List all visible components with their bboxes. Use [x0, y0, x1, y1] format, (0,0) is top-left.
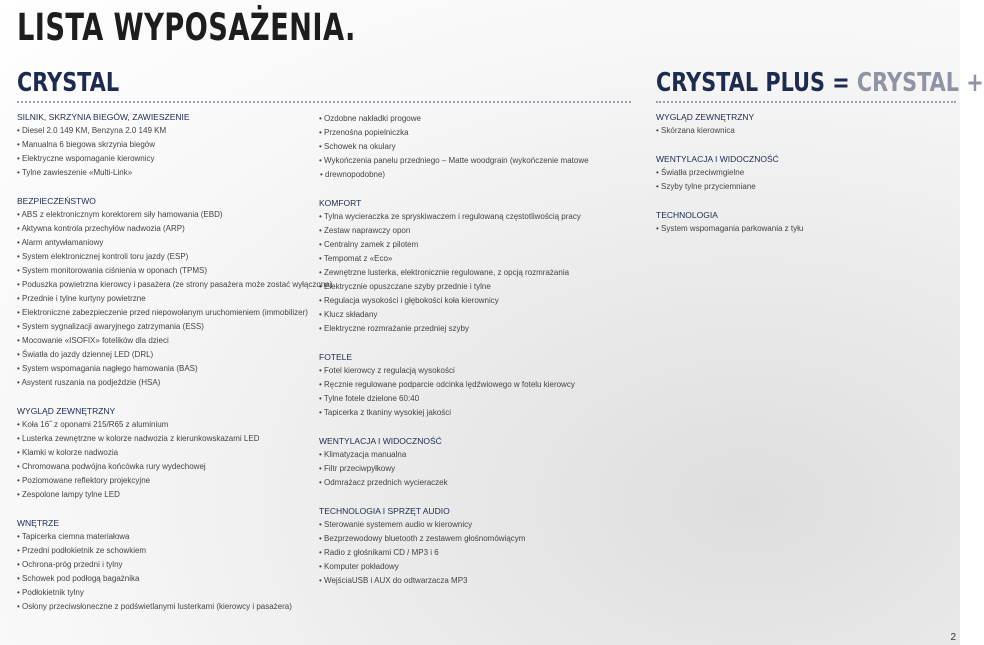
list-item: • Światła przeciwmgielne: [656, 166, 803, 180]
list-item: • Odmrażacz przednich wycieraczek: [319, 476, 589, 490]
list-item: • Przednie i tylne kurtyny powietrzne: [17, 292, 332, 306]
list-item: • Wykończenia panelu przedniego – Matte woodgrain (wykończenie matowe: [319, 154, 589, 168]
model-crystal-plus-heading: [656, 68, 984, 98]
model-crystal-heading: CRYSTAL: [17, 68, 120, 98]
list-item: • Elektroniczne zabezpieczenie przed niepowołanym uruchomieniem (immobilizer): [17, 306, 332, 320]
section-title: WENTYLACJA I WIDOCZNOŚĆ: [319, 436, 442, 446]
list-item: • Elektryczne rozmrażanie przedniej szyby: [319, 322, 589, 336]
list-item: • Ozdobne nakładki progowe: [319, 112, 589, 126]
list-item: • Fotel kierowcy z regulacją wysokości: [319, 364, 589, 378]
list-item: • Zestaw naprawczy opon: [319, 224, 589, 238]
list-item: • Tapicerka z tkaniny wysokiej jakości: [319, 406, 589, 420]
list-item: • Klimatyzacja manualna: [319, 448, 589, 462]
section-title: WNĘTRZE: [17, 518, 60, 528]
section-title: SILNIK, SKRZYNIA BIEGÓW, ZAWIESZENIE: [17, 112, 190, 122]
equals-sign: =: [824, 68, 857, 98]
list-item: • Światła do jazdy dziennej LED (DRL): [17, 348, 332, 362]
list-item: • System sygnalizacji awaryjnego zatrzymania (ESS): [17, 320, 332, 334]
section-title: TECHNOLOGIA: [656, 210, 718, 220]
list-item: • Podłokietnik tylny: [17, 586, 332, 600]
list-item: • Lusterka zewnętrzne w kolorze nadwozia z kierunkowskazami LED: [17, 432, 332, 446]
list-item: • Tempomat z «Eco»: [319, 252, 589, 266]
list-item: • Poduszka powietrzna kierowcy i pasażera (ze strony pasażera może zostać wyłączona): [17, 278, 332, 292]
section-title: WYGLĄD ZEWNĘTRZNY: [17, 406, 116, 416]
list-item: • Osłony przeciwsłoneczne z podświetlanymi lusterkami (kierowcy i pasażera): [17, 600, 332, 614]
crystal-plus-divider: [656, 101, 956, 103]
list-item: • Filtr przeciwpyłkowy: [319, 462, 589, 476]
list-item: • Klamki w kolorze nadwozia: [17, 446, 332, 460]
list-item: • Alarm antywłamaniowy: [17, 236, 332, 250]
list-item: • WejściaUSB i AUX do odtwarzacza MP3: [319, 574, 589, 588]
list-item: • Przedni podłokietnik ze schowkiem: [17, 544, 332, 558]
column-crystal-left: [17, 110, 332, 614]
section-title: TECHNOLOGIA I SPRZĘT AUDIO: [319, 506, 450, 516]
list-item: • Bezprzewodowy bluetooth z zestawem głośnomówiącym: [319, 532, 589, 546]
list-item: • Zewnętrzne lusterka, elektronicznie regulowane, z opcją rozmrażania: [319, 266, 589, 280]
list-item: • Tylne fotele dzielone 60:40: [319, 392, 589, 406]
list-item: • ABS z elektronicznym korektorem siły hamowania (EBD): [17, 208, 332, 222]
column-crystal-right: [319, 112, 589, 588]
list-item: • Poziomowane reflektory projekcyjne: [17, 474, 332, 488]
section-title: WYGLĄD ZEWNĘTRZNY: [656, 112, 755, 122]
list-item: • Tylne zawieszenie «Multi-Link»: [17, 166, 332, 180]
list-item: • Centralny zamek z pilotem: [319, 238, 589, 252]
list-item: • Szyby tylne przyciemniane: [656, 180, 803, 194]
list-item: • Regulacja wysokości i głębokości koła kierownicy: [319, 294, 589, 308]
list-item: • System monitorowania ciśnienia w oponach (TPMS): [17, 264, 332, 278]
list-item: • Koła 16˝ z oponami 215/R65 z aluminium: [17, 418, 332, 432]
list-item: • Tapicerka ciemna materiałowa: [17, 530, 332, 544]
crystal-divider: [17, 101, 631, 103]
list-item: • Komputer pokładowy: [319, 560, 589, 574]
list-item: • Chromowana podwójna końcówka rury wydechowej: [17, 460, 332, 474]
list-item: • Przenośna popielniczka: [319, 126, 589, 140]
list-item: • Klucz składany: [319, 308, 589, 322]
list-item: • Aktywna kontrola przechyłów nadwozia (ARP): [17, 222, 332, 236]
list-item: • Radio z głośnikami CD / MP3 i 6: [319, 546, 589, 560]
page-title: LISTA WYPOSAŻENIA.: [17, 6, 356, 49]
list-item: • Tylna wycieraczka ze spryskiwaczem i regulowaną częstotliwością pracy: [319, 210, 589, 224]
list-item: • Diesel 2.0 149 KM, Benzyna 2.0 149 KM: [17, 124, 332, 138]
list-item: • Elektrycznie opuszczane szyby przednie i tylne: [319, 280, 589, 294]
list-item: • System elektronicznej kontroli toru jazdy (ESP): [17, 250, 332, 264]
crystal-plus-label: CRYSTAL PLUS: [656, 68, 825, 98]
list-item: • Skórzana kierownica: [656, 124, 803, 138]
list-item: • Zespolone lampy tylne LED: [17, 488, 332, 502]
list-item: • Elektryczne wspomaganie kierownicy: [17, 152, 332, 166]
list-item: • Schowek pod podłogą bagażnika: [17, 572, 332, 586]
list-item: • Mocowanie «ISOFIX» fotelików dla dzieci: [17, 334, 332, 348]
list-item: • Ochrona-próg przedni i tylny: [17, 558, 332, 572]
section-title: WENTYLACJA I WIDOCZNOŚĆ: [656, 154, 779, 164]
list-item: • System wspomagania parkowania z tyłu: [656, 222, 803, 236]
section-title: KOMFORT: [319, 198, 362, 208]
crystal-plus-equivalent: CRYSTAL +: [856, 68, 984, 98]
list-item: • Sterowanie systemem audio w kierownicy: [319, 518, 589, 532]
list-item: • Ręcznie regulowane podparcie odcinka lędźwiowego w fotelu kierowcy: [319, 378, 589, 392]
column-crystal-plus: [656, 110, 803, 236]
section-title: FOTELE: [319, 352, 353, 362]
list-item-continuation: • drewnopodobne): [319, 168, 589, 182]
list-item: • System wspomagania nagłego hamowania (BAS): [17, 362, 332, 376]
page-number: 2: [950, 632, 956, 643]
list-item: • Manualna 6 biegowa skrzynia biegów: [17, 138, 332, 152]
list-item: • Schowek na okulary: [319, 140, 589, 154]
list-item: • Asystent ruszania na podjeździe (HSA): [17, 376, 332, 390]
section-title: BEZPIECZEŃSTWO: [17, 196, 96, 206]
